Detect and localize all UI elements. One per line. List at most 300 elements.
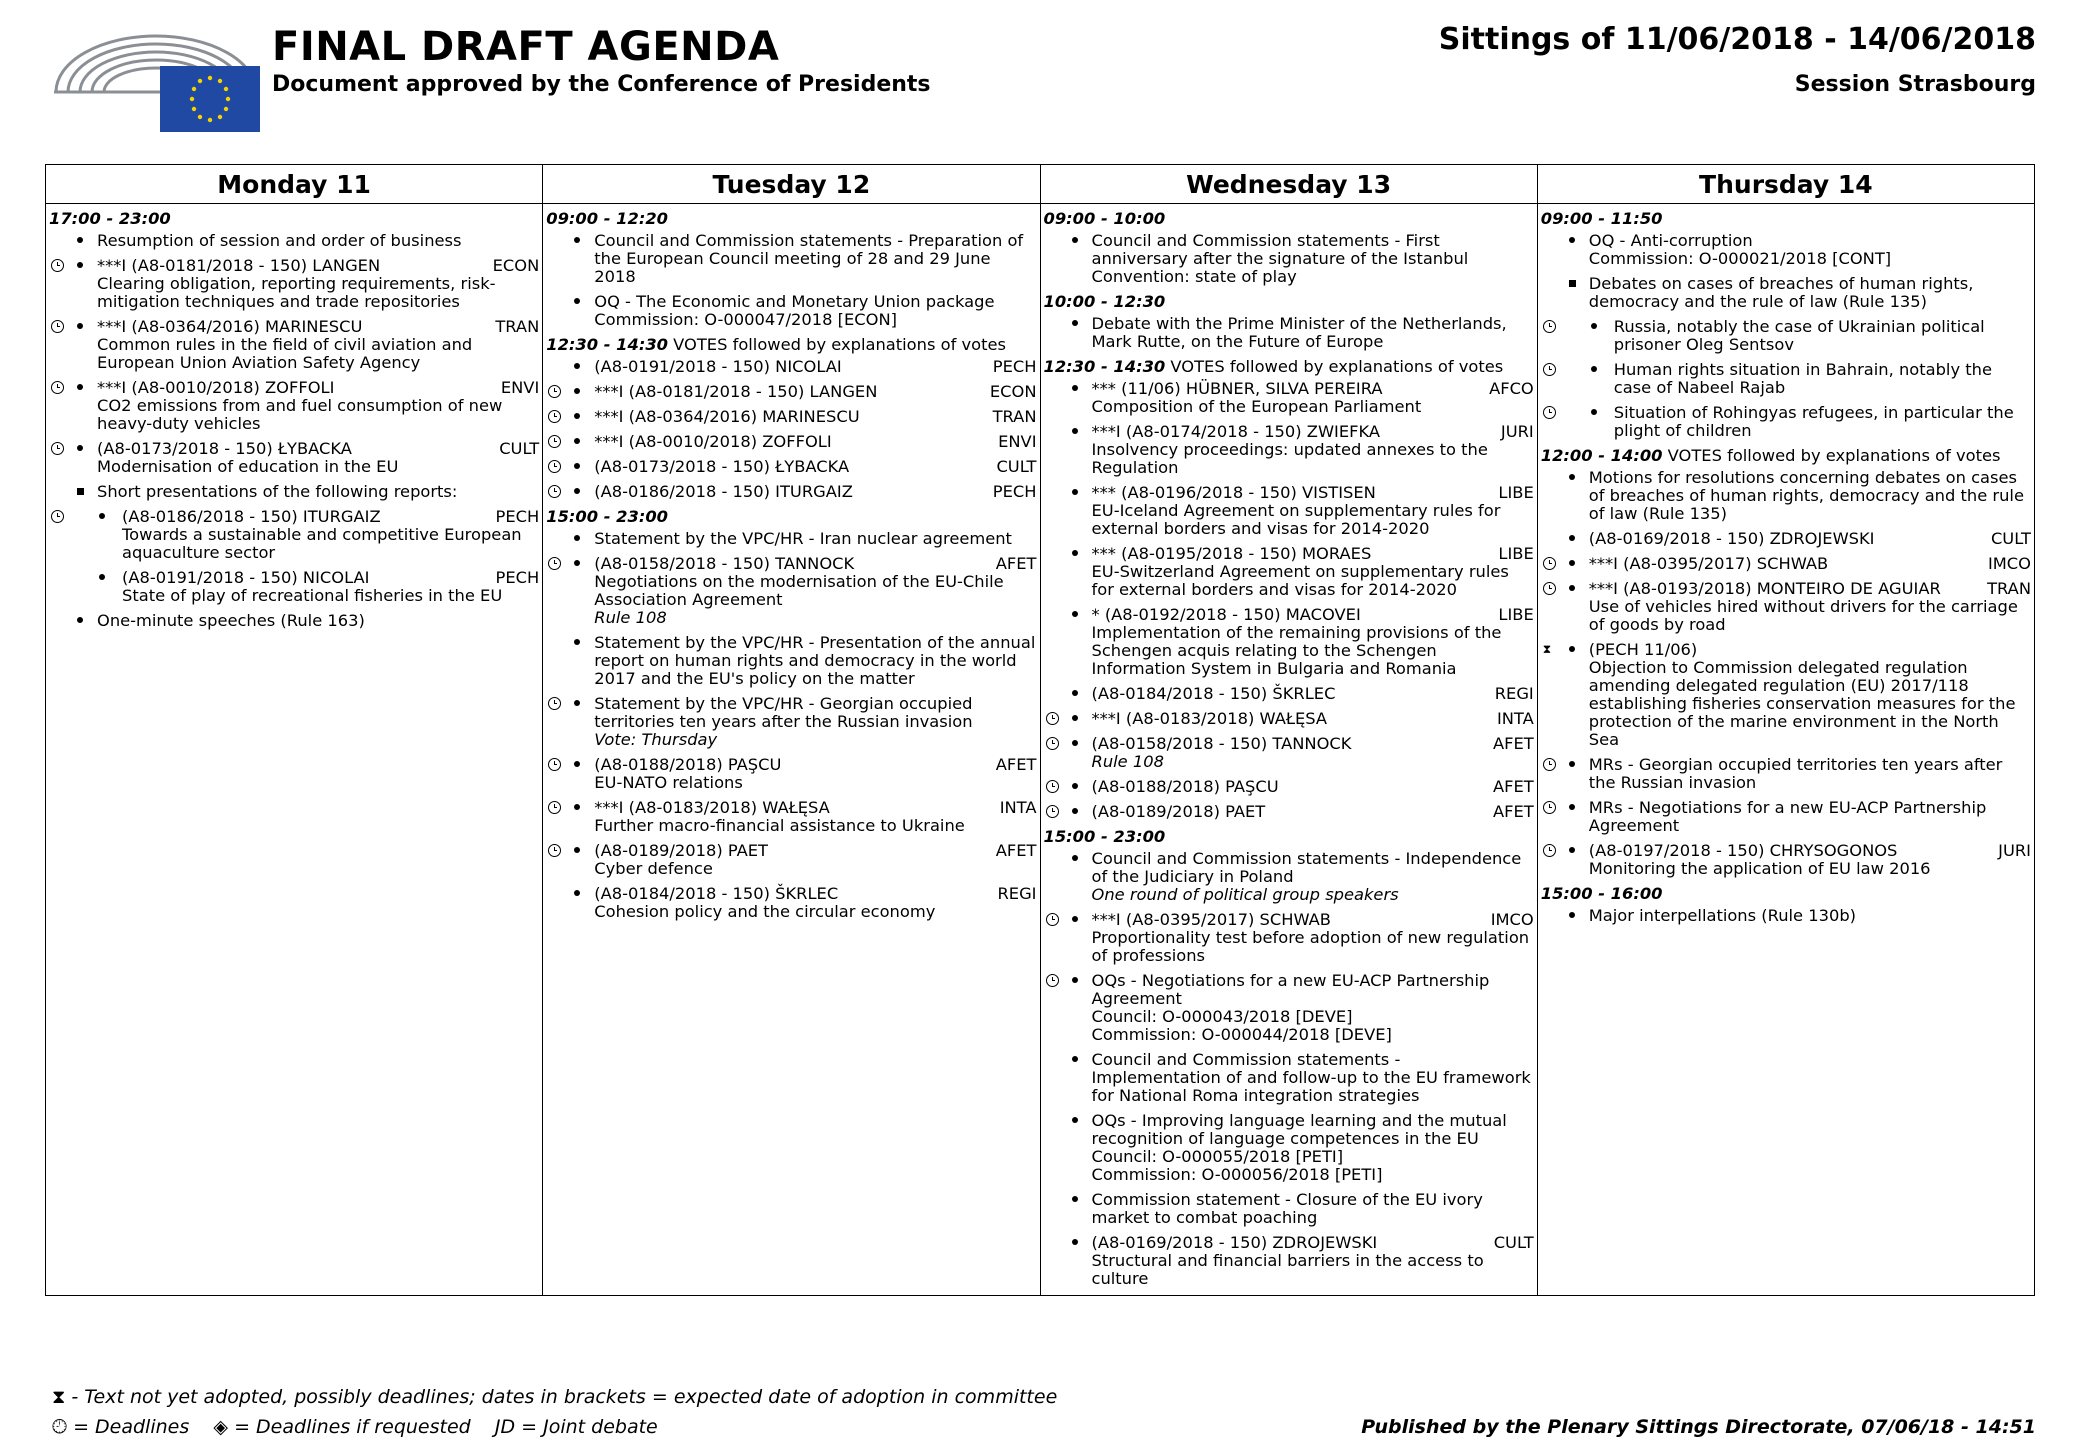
agenda-item (1541, 404, 2031, 440)
deadline-clock-icon (1046, 712, 1059, 725)
bullet-icon (1072, 428, 1078, 434)
agenda-item (1044, 315, 1534, 351)
agenda-item (546, 458, 1036, 476)
hourglass-icon: ⧗ (52, 1386, 66, 1408)
bullet-icon (1072, 489, 1078, 495)
bullet-icon (574, 535, 580, 541)
agenda-item (546, 232, 1036, 286)
committee-code: AFET (1493, 802, 1534, 821)
agenda-item (1541, 469, 2031, 523)
agenda-item (1541, 842, 2031, 878)
time-slot (546, 210, 1036, 228)
bullet-icon (574, 413, 580, 419)
agenda-item (1044, 232, 1534, 286)
bullet-icon (1591, 323, 1597, 329)
bullet-icon (574, 488, 580, 494)
item-title: Human rights situation in Bahrain, notably the case of Nabeel Rajab (1613, 360, 1992, 397)
day-header-monday: Monday 11 (46, 165, 543, 204)
item-title: (A8-0173/2018 - 150) ŁYBACKA (594, 457, 850, 476)
time-slot-range: 09:00 - 12:20 (546, 209, 668, 228)
item-description: Modernisation of education in the EU (97, 457, 399, 476)
time-slot-range: 12:30 - 14:30 (1043, 357, 1166, 376)
item-title: (A8-0197/2018 - 150) CHRYSOGONOS (1588, 841, 1898, 860)
item-description: Composition of the European Parliament (1091, 397, 1422, 416)
item-title: Commission statement - Closure of the EU ivory market to combat poaching (1091, 1190, 1483, 1227)
item-description: Cohesion policy and the circular economy (594, 902, 936, 921)
bullet-icon (77, 237, 83, 243)
bullet-icon (1072, 855, 1078, 861)
agenda-item (49, 379, 539, 433)
session-location: Session Strasbourg (1794, 72, 2036, 97)
committee-code: LIBE (1498, 544, 1534, 563)
committee-code: REGI (1494, 684, 1534, 703)
bullet-icon (574, 438, 580, 444)
bullet-icon (1569, 560, 1575, 566)
committee-code: ENVI (500, 378, 540, 397)
committee-code: JURI (1500, 422, 1534, 441)
agenda-item (1541, 530, 2031, 548)
agenda-item (1044, 685, 1534, 703)
item-title: * (A8-0192/2018 - 150) MACOVEI (1091, 605, 1361, 624)
item-title: Council and Commission statements - Preparation of the European Council meeting of 28 and 29 June 2018 (594, 231, 1024, 286)
deadline-clock-icon (1046, 805, 1059, 818)
deadline-clock-icon (51, 381, 64, 394)
time-slot-note: VOTES followed by explanations of votes (1662, 446, 2001, 465)
square-bullet-icon (1569, 280, 1576, 287)
agenda-item (546, 383, 1036, 401)
item-title: MRs - Georgian occupied territories ten years after the Russian invasion (1588, 755, 2003, 792)
bullet-icon (1591, 409, 1597, 415)
committee-code: AFET (1493, 777, 1534, 796)
committee-code: JURI (1998, 841, 2031, 860)
agenda-item (546, 885, 1036, 921)
committee-code: LIBE (1498, 605, 1534, 624)
time-slot (1541, 885, 2031, 903)
item-title: Council and Commission statements - First anniversary after the signature of the Istanbul Convention: state of play (1091, 231, 1469, 286)
agenda-item (49, 612, 539, 630)
agenda-item (1044, 972, 1534, 1044)
bullet-icon (1072, 611, 1078, 617)
item-title: Statement by the VPC/HR - Georgian occupied territories ten years after the Russian invasion (594, 694, 973, 731)
deadline-clock-icon (548, 697, 561, 710)
item-title: ***I (A8-0183/2018) WAŁĘSA (594, 798, 830, 817)
committee-code: REGI (997, 884, 1037, 903)
time-slot-note: VOTES followed by explanations of votes (668, 335, 1006, 354)
deadline-clock-icon (548, 557, 561, 570)
item-title: Council and Commission statements - Implementation of and follow-up to the EU framework for National Roma integration strategies (1091, 1050, 1531, 1105)
item-title: (A8-0184/2018 - 150) ŠKRLEC (1091, 684, 1336, 703)
deadline-clock-icon (1543, 320, 1556, 333)
item-note: Rule 108 (594, 608, 667, 627)
agenda-item (1044, 423, 1534, 477)
time-slot-range: 15:00 - 23:00 (1043, 827, 1166, 846)
agenda-item (546, 358, 1036, 376)
committee-code: CULT (499, 439, 540, 458)
bullet-icon (1591, 366, 1597, 372)
bullet-icon (77, 323, 83, 329)
item-title: *** (A8-0196/2018 - 150) VISTISEN (1091, 483, 1376, 502)
bullet-icon (1569, 847, 1575, 853)
item-title: (A8-0188/2018) PAŞCU (1091, 777, 1279, 796)
agenda-item (1044, 484, 1534, 538)
item-title: (A8-0191/2018 - 150) NICOLAI (594, 357, 842, 376)
item-description: State of play of recreational fisheries in the EU (122, 586, 503, 605)
diamond-clock-icon: ◈ (213, 1416, 229, 1438)
deadline-clock-icon (51, 442, 64, 455)
bullet-icon (77, 262, 83, 268)
time-slot-range: 09:00 - 10:00 (1043, 209, 1166, 228)
bullet-icon (1569, 912, 1575, 918)
time-slot (1044, 210, 1534, 228)
committee-code: PECH (992, 357, 1037, 376)
agenda-item (546, 799, 1036, 835)
day-column-tuesday (543, 204, 1040, 1296)
bullet-icon (574, 761, 580, 767)
bullet-icon (1072, 1117, 1078, 1123)
item-description: EU-Switzerland Agreement on supplementary rules for external borders and visas for 2014-2020 (1091, 562, 1509, 599)
agenda-item (546, 634, 1036, 688)
item-title: Debate with the Prime Minister of the Netherlands, Mark Rutte, on the Future of Europe (1091, 314, 1507, 351)
item-title: OQs - Improving language learning and the mutual recognition of language competences in the EU (1091, 1111, 1507, 1148)
bullet-icon (1569, 535, 1575, 541)
agenda-item (1541, 318, 2031, 354)
item-description: Monitoring the application of EU law 2016 (1588, 859, 1931, 878)
item-description: Commission: O-000047/2018 [ECON] (594, 310, 897, 329)
committee-code: AFCO (1489, 379, 1534, 398)
agenda-item (1044, 778, 1534, 796)
deadline-clock-icon (548, 435, 561, 448)
deadline-clock-icon (1543, 801, 1556, 814)
bullet-icon (574, 804, 580, 810)
hourglass-icon: ⧗ (1542, 642, 1552, 656)
bullet-icon (574, 237, 580, 243)
item-title: OQ - The Economic and Monetary Union package (594, 292, 995, 311)
committee-code: PECH (495, 507, 540, 526)
item-description: Proportionality test before adoption of new regulation of professions (1091, 928, 1530, 965)
agenda-item (49, 232, 539, 250)
item-title: ***I (A8-0010/2018) ZOFFOLI (97, 378, 335, 397)
agenda-item (546, 433, 1036, 451)
bullet-icon (574, 463, 580, 469)
bullet-icon (1072, 237, 1078, 243)
item-title: OQ - Anti-corruption (1588, 231, 1753, 250)
bullet-icon (1072, 1239, 1078, 1245)
item-title: ***I (A8-0364/2016) MARINESCU (97, 317, 363, 336)
day-column-wednesday (1040, 204, 1537, 1296)
item-description: Common rules in the field of civil aviation and European Union Aviation Safety Agency (97, 335, 473, 372)
agenda-item (1044, 1191, 1534, 1227)
committee-code: AFET (1493, 734, 1534, 753)
agenda-item (1541, 232, 2031, 268)
deadline-clock-icon (548, 758, 561, 771)
item-description: CO2 emissions from and fuel consumption of new heavy-duty vehicles (97, 396, 503, 433)
item-title: ***I (A8-0395/2017) SCHWAB (1091, 910, 1331, 929)
item-title: ***I (A8-0193/2018) MONTEIRO DE AGUIAR (1588, 579, 1941, 598)
time-slot-note: VOTES followed by explanations of votes (1165, 357, 1504, 376)
item-title: ***I (A8-0174/2018 - 150) ZWIEFKA (1091, 422, 1381, 441)
bullet-icon (77, 384, 83, 390)
clock-icon: 🕘︎ (52, 1416, 68, 1438)
deadline-clock-icon (1543, 758, 1556, 771)
item-description: Council: O-000043/2018 [DEVE] Commission: O-000044/2018 [DEVE] (1091, 1007, 1392, 1044)
legend-deadlines (52, 1416, 658, 1438)
deadline-clock-icon (1543, 844, 1556, 857)
time-slot-range: 12:00 - 14:00 (1540, 446, 1663, 465)
agenda-table (45, 164, 2035, 1296)
square-bullet-icon (77, 488, 84, 495)
bullet-icon (1072, 977, 1078, 983)
agenda-item (1044, 545, 1534, 599)
item-description: Use of vehicles hired without drivers for the carriage of goods by road (1588, 597, 2018, 634)
agenda-item (1044, 380, 1534, 416)
item-title: (A8-0184/2018 - 150) ŠKRLEC (594, 884, 839, 903)
committee-code: CULT (1493, 1233, 1534, 1252)
agenda-item (1044, 1234, 1534, 1288)
agenda-item (49, 508, 539, 562)
item-description: Negotiations on the modernisation of the EU-Chile Association Agreement (594, 572, 1004, 609)
committee-code: IMCO (1490, 910, 1534, 929)
time-slot (1044, 358, 1534, 376)
deadline-clock-icon (51, 320, 64, 333)
committee-code: ECON (989, 382, 1037, 401)
committee-code: PECH (992, 482, 1037, 501)
legend-deadlines-text: = Deadlines (73, 1416, 190, 1438)
section-heading (49, 483, 539, 501)
item-description: Further macro-financial assistance to Ukraine (594, 816, 965, 835)
item-title: *** (11/06) HÜBNER, SILVA PEREIRA (1091, 379, 1383, 398)
bullet-icon (1072, 783, 1078, 789)
time-slot (49, 210, 539, 228)
deadline-clock-icon (1543, 363, 1556, 376)
time-slot (1541, 210, 2031, 228)
committee-code: IMCO (1987, 554, 2031, 573)
agenda-item (1044, 803, 1534, 821)
committee-code: TRAN (495, 317, 540, 336)
item-description: Implementation of the remaining provisions of the Schengen acquis relating to the Schengen Information System in Bulgaria and Romania (1091, 623, 1502, 678)
time-slot-range: 15:00 - 23:00 (546, 507, 668, 526)
deadline-clock-icon (1046, 913, 1059, 926)
item-title: (A8-0173/2018 - 150) ŁYBACKA (97, 439, 352, 458)
bullet-icon (1569, 237, 1575, 243)
deadline-clock-icon (548, 844, 561, 857)
item-description: EU-NATO relations (594, 773, 743, 792)
item-note: One round of political group speakers (1091, 885, 1399, 904)
day-header-thursday: Thursday 14 (1537, 165, 2034, 204)
committee-code: CULT (1990, 529, 2031, 548)
committee-code: TRAN (1987, 579, 2031, 598)
item-title: Resumption of session and order of business (97, 231, 462, 250)
bullet-icon (1569, 804, 1575, 810)
committee-code: AFET (995, 841, 1037, 860)
page-title: FINAL DRAFT AGENDA (272, 24, 780, 70)
item-title: Major interpellations (Rule 130b) (1588, 906, 1857, 925)
item-title: (A8-0169/2018 - 150) ZDROJEWSKI (1588, 529, 1875, 548)
agenda-item (1541, 580, 2031, 634)
agenda-item (1541, 799, 2031, 835)
item-title: Short presentations of the following reports: (97, 482, 458, 501)
page-subtitle: Document approved by the Conference of Presidents (272, 72, 931, 97)
bullet-icon (1072, 715, 1078, 721)
item-title: Statement by the VPC/HR - Iran nuclear agreement (594, 529, 1012, 548)
agenda-item (546, 756, 1036, 792)
day-column-thursday (1537, 204, 2034, 1296)
item-title: (A8-0169/2018 - 150) ZDROJEWSKI (1091, 1233, 1378, 1252)
bullet-icon (1569, 646, 1575, 652)
deadline-clock-icon (548, 485, 561, 498)
item-title: (A8-0158/2018 - 150) TANNOCK (594, 554, 855, 573)
time-slot (546, 508, 1036, 526)
committee-code: AFET (995, 554, 1037, 573)
bullet-icon (1072, 1056, 1078, 1062)
item-note: Rule 108 (1091, 752, 1164, 771)
time-slot (1044, 828, 1534, 846)
item-description: Clearing obligation, reporting requirements, risk-mitigation techniques and trade repositories (97, 274, 496, 311)
agenda-item (546, 483, 1036, 501)
agenda-item (1044, 606, 1534, 678)
bullet-icon (574, 363, 580, 369)
bullet-icon (77, 445, 83, 451)
agenda-item (546, 555, 1036, 627)
european-parliament-logo (50, 22, 260, 134)
bullet-icon (1072, 916, 1078, 922)
agenda-item (546, 293, 1036, 329)
item-title: (A8-0186/2018 - 150) ITURGAIZ (594, 482, 853, 501)
time-slot (1044, 293, 1534, 311)
committee-code: AFET (995, 755, 1037, 774)
committee-code: ECON (492, 256, 540, 275)
legend-hourglass (52, 1386, 1057, 1408)
agenda-item (1044, 735, 1534, 771)
item-title: Debates on cases of breaches of human rights, democracy and the rule of law (Rule 135) (1588, 274, 1974, 311)
agenda-item (546, 530, 1036, 548)
bullet-icon (574, 847, 580, 853)
item-description: Commission: O-000021/2018 [CONT] (1588, 249, 1892, 268)
item-title: (A8-0189/2018) PAET (1091, 802, 1266, 821)
bullet-icon (1569, 761, 1575, 767)
item-description: Insolvency proceedings: updated annexes to the Regulation (1091, 440, 1488, 477)
item-title: One-minute speeches (Rule 163) (97, 611, 365, 630)
bullet-icon (1072, 690, 1078, 696)
item-title: (A8-0189/2018) PAET (594, 841, 769, 860)
time-slot-range: 12:30 - 14:30 (546, 335, 668, 354)
agenda-item (1541, 756, 2031, 792)
agenda-item (1541, 907, 2031, 925)
agenda-item (49, 440, 539, 476)
agenda-item (546, 842, 1036, 878)
item-title: Council and Commission statements - Independence of the Judiciary in Poland (1091, 849, 1522, 886)
item-description: Objection to Commission delegated regulation amending delegated regulation (EU) 2017/118 establishing fisheries conservation measures for the protection of the marine environment in the North Sea (1588, 658, 2016, 749)
bullet-icon (1072, 1196, 1078, 1202)
agenda-item (1541, 641, 2031, 749)
agenda-item (49, 318, 539, 372)
item-description: Structural and financial barriers in the access to culture (1091, 1251, 1484, 1288)
bullet-icon (1569, 585, 1575, 591)
time-slot (1541, 447, 2031, 465)
committee-code: INTA (1496, 709, 1534, 728)
committee-code: PECH (495, 568, 540, 587)
deadline-clock-icon (1543, 557, 1556, 570)
item-title: ***I (A8-0181/2018 - 150) LANGEN (594, 382, 878, 401)
bullet-icon (574, 388, 580, 394)
deadline-clock-icon (51, 510, 64, 523)
page-header (0, 0, 2076, 160)
committee-code: TRAN (992, 407, 1037, 426)
bullet-icon (1072, 740, 1078, 746)
item-title: (A8-0186/2018 - 150) ITURGAIZ (122, 507, 381, 526)
deadline-clock-icon (1046, 974, 1059, 987)
deadline-clock-icon (548, 385, 561, 398)
time-slot (546, 336, 1036, 354)
agenda-item (1044, 850, 1534, 904)
bullet-icon (1072, 550, 1078, 556)
item-title: *** (A8-0195/2018 - 150) MORAES (1091, 544, 1372, 563)
agenda-item (1044, 710, 1534, 728)
agenda-item (1044, 1051, 1534, 1105)
item-title: (A8-0188/2018) PAŞCU (594, 755, 782, 774)
item-title: ***I (A8-0010/2018) ZOFFOLI (594, 432, 832, 451)
item-title: MRs - Negotiations for a new EU-ACP Partnership Agreement (1588, 798, 1987, 835)
bullet-icon (1072, 385, 1078, 391)
deadline-clock-icon (1046, 780, 1059, 793)
day-header-wednesday: Wednesday 13 (1040, 165, 1537, 204)
time-slot-range: 09:00 - 11:50 (1540, 209, 1663, 228)
committee-code: CULT (996, 457, 1037, 476)
item-description: EU-Iceland Agreement on supplementary rules for external borders and visas for 2014-2020 (1091, 501, 1501, 538)
deadline-clock-icon (548, 410, 561, 423)
legend-deadlines-requested-text: = Deadlines if requested (234, 1416, 471, 1438)
deadline-clock-icon (548, 801, 561, 814)
committee-code: INTA (999, 798, 1037, 817)
agenda-item (1044, 911, 1534, 965)
bullet-icon (574, 298, 580, 304)
committee-code: LIBE (1498, 483, 1534, 502)
item-title: ***I (A8-0364/2016) MARINESCU (594, 407, 860, 426)
item-title: (A8-0158/2018 - 150) TANNOCK (1091, 734, 1352, 753)
bullet-icon (99, 574, 105, 580)
bullet-icon (99, 513, 105, 519)
agenda-item (546, 695, 1036, 749)
item-title: (PECH 11/06) (1588, 640, 1698, 659)
item-title: (A8-0191/2018 - 150) NICOLAI (122, 568, 370, 587)
agenda-item (1541, 361, 2031, 397)
agenda-item (49, 257, 539, 311)
agenda-item (49, 569, 539, 605)
item-title: Statement by the VPC/HR - Presentation of the annual report on human rights and democracy in the world 2017 and the EU's policy on the matter (594, 633, 1036, 688)
bullet-icon (1569, 474, 1575, 480)
time-slot-range: 15:00 - 16:00 (1540, 884, 1663, 903)
item-title: Russia, notably the case of Ukrainian political prisoner Oleg Sentsov (1613, 317, 1985, 354)
section-heading (1541, 275, 2031, 311)
committee-code: ENVI (998, 432, 1037, 451)
legend-hourglass-text: - Text not yet adopted, possibly deadlines; dates in brackets = expected date of adoption in committee (71, 1386, 1058, 1408)
agenda-item (546, 408, 1036, 426)
published-by: Published by the Plenary Sittings Directorate, 07/06/18 - 14:51 (1361, 1416, 2036, 1438)
deadline-clock-icon (51, 259, 64, 272)
item-title: OQs - Negotiations for a new EU-ACP Partnership Agreement (1091, 971, 1490, 1008)
bullet-icon (574, 560, 580, 566)
bullet-icon (574, 890, 580, 896)
deadline-clock-icon (1046, 737, 1059, 750)
item-title: ***I (A8-0181/2018 - 150) LANGEN (97, 256, 381, 275)
bullet-icon (1072, 808, 1078, 814)
day-column-monday (46, 204, 543, 1296)
bullet-icon (77, 617, 83, 623)
time-slot-range: 10:00 - 12:30 (1043, 292, 1166, 311)
item-description: Council: O-000055/2018 [PETI] Commission: O-000056/2018 [PETI] (1091, 1147, 1383, 1184)
deadline-clock-icon (1543, 582, 1556, 595)
item-description: Towards a sustainable and competitive European aquaculture sector (122, 525, 522, 562)
agenda-item (1044, 1112, 1534, 1184)
